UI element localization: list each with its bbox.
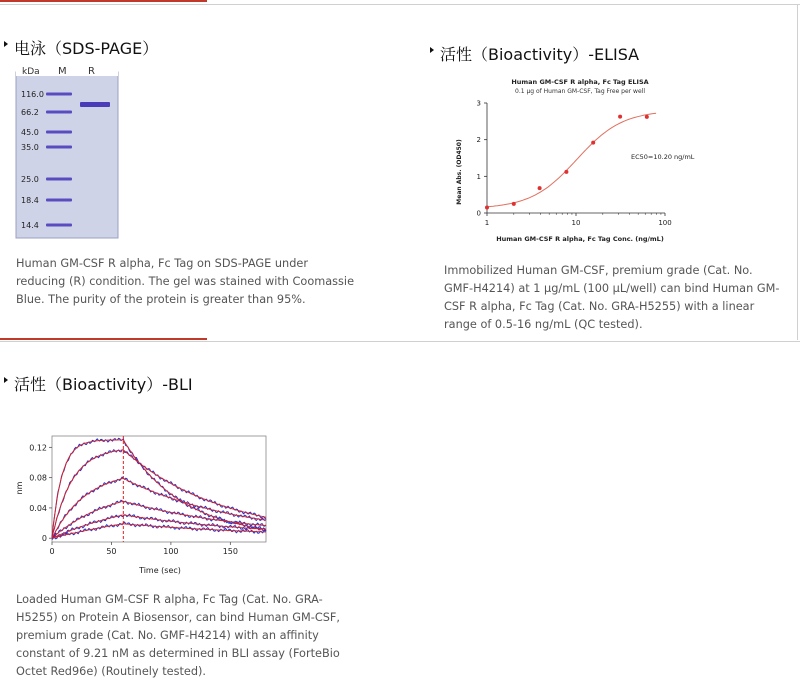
bli-y-tick-label: 0.04 [29,503,47,513]
ladder-band [46,93,72,96]
elisa-x-tick-label: 1 [484,219,490,227]
ladder-label: 35.0 [21,143,39,152]
top-accent [0,0,207,2]
sample-band [80,102,110,107]
ladder-band [46,178,72,181]
elisa-chart-title: Human GM-CSF R alpha, Fc Tag ELISA [511,78,649,86]
bullet-triangle-icon [430,47,434,53]
elisa-x-label: Human GM-CSF R alpha, Fc Tag Conc. (ng/mL) [496,235,664,243]
bullet-triangle-icon [4,41,8,47]
bli-x-tick-label: 50 [106,547,117,556]
elisa-chart-subtitle: 0.1 μg of Human GM-CSF, Tag Free per well [515,88,645,95]
elisa-data-point [512,202,516,206]
ladder-band [46,111,72,114]
elisa-y-tick-label: 3 [476,99,481,108]
lane-label-reduced: R [88,66,95,77]
middle-divider [0,341,800,342]
lane-label-marker: M [58,66,67,77]
ladder-label: 66.2 [21,108,39,117]
elisa-data-point [485,206,489,210]
ladder-label: 18.4 [21,196,39,205]
elisa-data-point [591,141,595,145]
elisa-points [485,115,649,210]
top-divider [0,4,800,5]
lane-label-kda: kDa [22,67,40,77]
bli-x-tick-label: 100 [163,547,179,556]
ladder-label: 14.4 [21,221,39,230]
bli-y-tick-label: 0.08 [29,473,47,483]
elisa-data-point [564,170,568,174]
elisa-data-point [618,115,622,119]
bli-y-label: nm [15,481,24,495]
sds-caption: Human GM-CSF R alpha, Fc Tag on SDS-PAGE under reducing (R) condition. The gel was stained with Coomassie Blue. The purity of the protein is greater than 95%. [16,257,355,306]
elisa-x-tick-label: 10 [571,219,581,227]
bli-y-tick-label: 0.12 [29,443,47,453]
elisa-caption: Immobilized Human GM-CSF, premium grade (Cat. No. GMF-H4214) at 1 μg/mL (100 μL/well) can bind Human GM-CSF R alpha, Fc Tag (Cat. No. GRA-H5255) with a linear range of 0.5-16 ng/mL (QC tested). [444,264,780,331]
ladder-band [46,224,72,227]
ladder-band [46,131,72,134]
sds-page-gel [12,62,122,242]
right-border [797,4,798,340]
sds-title: 电泳（SDS-PAGE） [4,36,158,59]
elisa-y-tick-label: 2 [476,136,481,145]
ladder-band [46,199,72,202]
bli-title: 活性（Bioactivity）-BLI [4,372,193,395]
bli-x-label: Time (sec) [139,566,181,575]
bli-x-tick-label: 150 [222,547,238,556]
middle-accent [0,338,207,340]
elisa-x-tick-label: 100 [658,219,672,227]
elisa-chart [445,76,705,246]
elisa-y-tick-label: 0 [476,209,481,218]
bullet-triangle-icon [4,377,8,383]
elisa-data-point [645,115,649,119]
bli-chart [14,432,284,582]
bli-raw-curve [52,477,266,538]
bli-y-tick-label: 0 [41,534,47,544]
ladder-label: 45.0 [21,128,39,137]
ladder-band [46,146,72,149]
elisa-data-point [538,186,542,190]
bli-raw-curve [52,500,266,538]
bli-x-tick-label: 0 [49,547,55,556]
elisa-y-tick-label: 1 [476,172,481,181]
ladder-label: 116.0 [21,90,44,99]
elisa-axes [477,100,672,228]
ladder-label: 25.0 [21,175,39,184]
elisa-y-label: Mean Abs. (OD450) [456,139,463,205]
bli-curves [52,436,266,542]
elisa-ec50-annotation: EC50=10.20 ng/mL [631,153,695,161]
elisa-title: 活性（Bioactivity）-ELISA [430,42,639,65]
bli-caption: Loaded Human GM-CSF R alpha, Fc Tag (Cat. No. GRA-H5255) on Protein A Biosensor, can bind Human GM-CSF, premium grade (Cat. No. GMF-H4214) with an affinity constant of 9.21 nM as determined in BLI assay (ForteBio Octet Red96e) (Routinely tested). [16,593,341,678]
